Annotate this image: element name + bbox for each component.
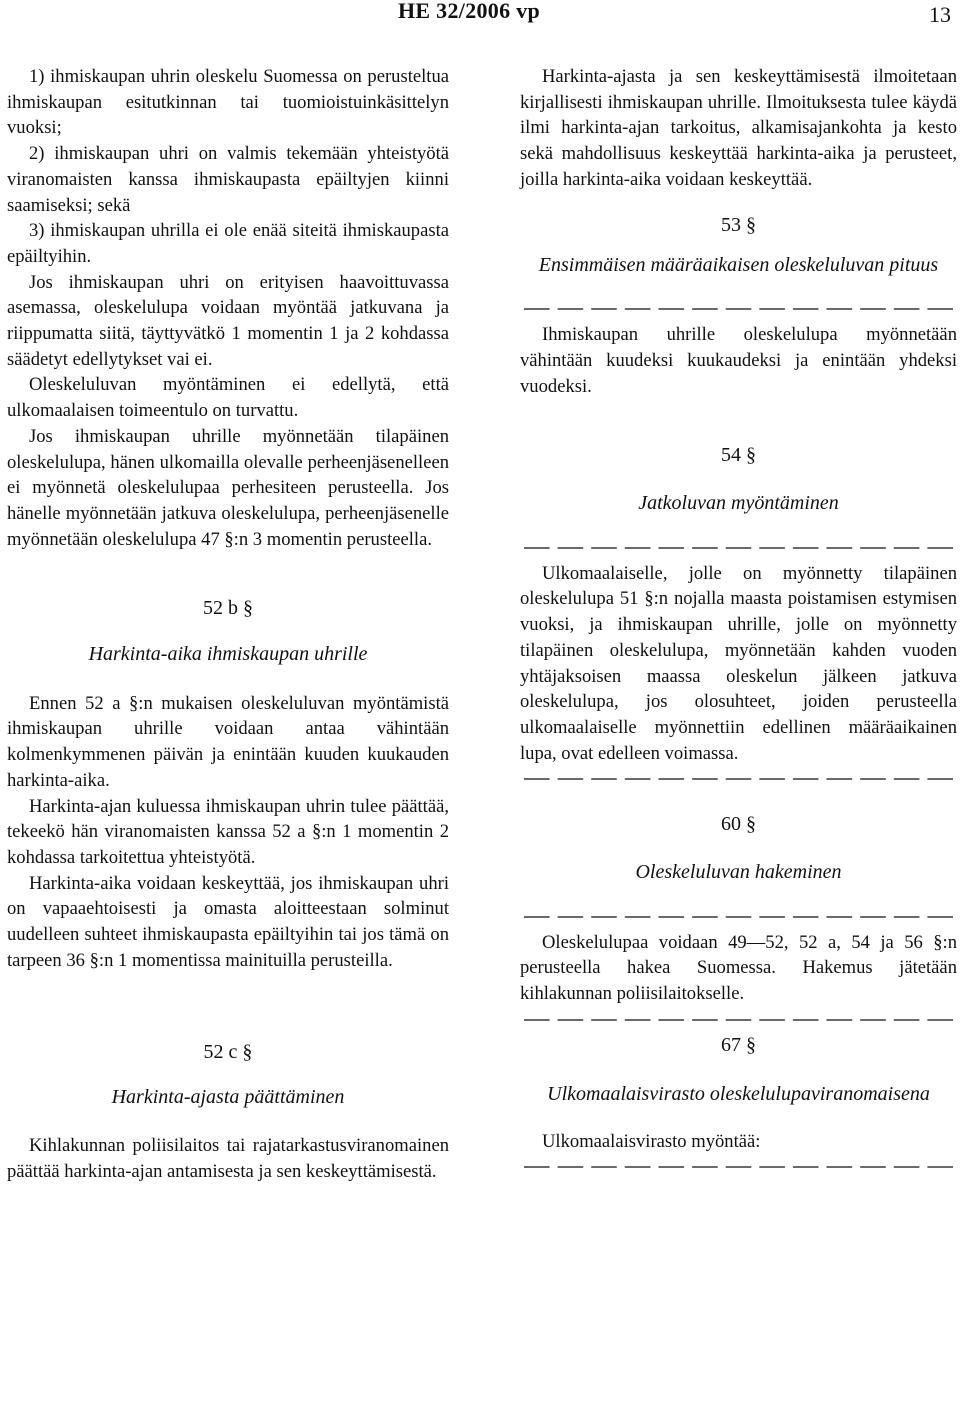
omission-dashes	[520, 296, 957, 322]
section-number: 53 §	[721, 213, 756, 236]
section-title: Oleskeluluvan hakeminen	[635, 861, 842, 884]
section-number: 67 §	[721, 1033, 756, 1056]
paragraph: Harkinta-ajan kuluessa ihmiskaupan uhrin tulee päättää, tekeekö hän viranomaisten kanssa 52 a §:n 1 momentin 2 kohdassa tarkoitettua yhteistyötä.	[7, 795, 449, 868]
section-title: Ulkomaalaisvirasto oleskelulupaviranomaisena	[547, 1082, 930, 1105]
paragraph: Harkinta-aika voidaan keskeyttää, jos ihmiskaupan uhri on vapaaehtoisesti ja omasta aloitteestaan solminut uudelleen suhteet ihmiskaupasta epäiltyihin tai jos tämä on tarpeen 36 §:n 1 momentissa mainituilla perusteilla.	[7, 872, 449, 971]
paragraph: 2) ihmiskaupan uhri on valmis tekemään yhteistyötä viranomaisten kanssa ihmiskaupasta epäiltyjen kiinni saamiseksi; sekä	[7, 143, 449, 216]
paragraph: Ulkomaalaisvirasto myöntää:	[542, 1130, 761, 1152]
document-id: HE 32/2006 vp	[398, 0, 541, 23]
paragraph: Kihlakunnan poliisilaitos tai rajatarkastusviranomainen päättää harkinta-ajan antamisesta ja sen keskeyttämisestä.	[7, 1134, 449, 1182]
omission-dashes	[520, 1007, 957, 1033]
section-title: Harkinta-aika ihmiskaupan uhrille	[88, 643, 368, 666]
omission-dashes	[520, 1154, 957, 1180]
left-column	[7, 64, 449, 1184]
omission-dashes	[520, 904, 957, 930]
paragraph: Ihmiskaupan uhrille oleskelulupa myönnetään vähintään kuudeksi kuukaudeksi ja enintään yhdeksi vuodeksi.	[520, 324, 957, 397]
paragraph: Ennen 52 a §:n mukaisen oleskeluluvan myöntämistä ihmiskaupan uhrille voidaan antaa vähintään kolmenkymmenen päivän ja enintään kuuden kuukauden harkinta-aika.	[7, 692, 449, 791]
paragraph: Oleskelulupaa voidaan 49—52, 52 a, 54 ja 56 §:n perusteella hakea Suomessa. Hakemus jätetään kihlakunnan poliisilaitokselle.	[520, 931, 957, 1005]
section-title: Ensimmäisen määräaikaisen oleskeluluvan pituus	[538, 254, 939, 277]
section-number: 60 §	[721, 813, 756, 836]
page-number: 13	[929, 2, 951, 27]
paragraph: Jos ihmiskaupan uhri on erityisen haavoittuvassa asemassa, oleskelulupa voidaan myöntää jatkuvana ja riippumatta siitä, täyttyvätkö 1 momentin 1 ja 2 kohdassa säädetyt edellytykset vai ei.	[7, 271, 449, 370]
omission-dashes	[520, 766, 957, 792]
paragraph: 3) ihmiskaupan uhrilla ei ole enää siteitä ihmiskaupasta epäiltyihin.	[7, 220, 449, 267]
page-header	[0, 0, 960, 40]
section-number: 52 c §	[203, 1040, 253, 1063]
paragraph: Jos ihmiskaupan uhrille myönnetään tilapäinen oleskelulupa, hänen ulkomailla olevalle perheenjäsenelleen ei myönnetä oleskelulupaa perhesiteen perusteella. Jos hänelle myönnetään jatkuva oleskelulupa, perheenjäsenelle myönnetään oleskelulupa 47 §:n 3 momentin perusteella.	[7, 425, 449, 550]
section-title: Harkinta-ajasta päättäminen	[111, 1086, 345, 1109]
section-title: Jatkoluvan myöntäminen	[638, 492, 839, 515]
right-column	[520, 64, 957, 1180]
paragraph: Harkinta-ajasta ja sen keskeyttämisestä ilmoitetaan kirjallisesti ihmiskaupan uhrille. Ilmoituksesta tulee käydä ilmi harkinta-ajan tarkoitus, alkamisajankohta ja kesto sekä mahdollisuus keskeyttää harkinta-aika ja perusteet, joilla harkinta-aika voidaan keskeyttää.	[520, 66, 957, 190]
omission-dashes	[520, 535, 957, 561]
paragraph: Oleskeluluvan myöntäminen ei edellytä, että ulkomaalaisen toimeentulo on turvattu.	[7, 374, 449, 422]
section-number: 52 b §	[203, 597, 253, 620]
paragraph: 1) ihmiskaupan uhrin oleskelu Suomessa on perusteltua ihmiskaupan esitutkinnan tai tuomioistuinkäsittelyn vuoksi;	[7, 66, 449, 139]
paragraph: Ulkomaalaiselle, jolle on myönnetty tilapäinen oleskelulupa 51 §:n nojalla maasta poistamisen estymisen vuoksi, ja ihmiskaupan uhrille, jolle on myönnetty tilapäinen oleskelulupa, myönnetään kahden vuoden yhtäjaksoisen maassa oleskelun jälkeen jatkuva oleskelulupa, jos olosuhteet, joiden perusteella ulkomaalaiselle myönnettiin edellinen määräaikainen lupa, ovat edelleen voimassa.	[520, 562, 957, 764]
section-number: 54 §	[721, 444, 756, 467]
